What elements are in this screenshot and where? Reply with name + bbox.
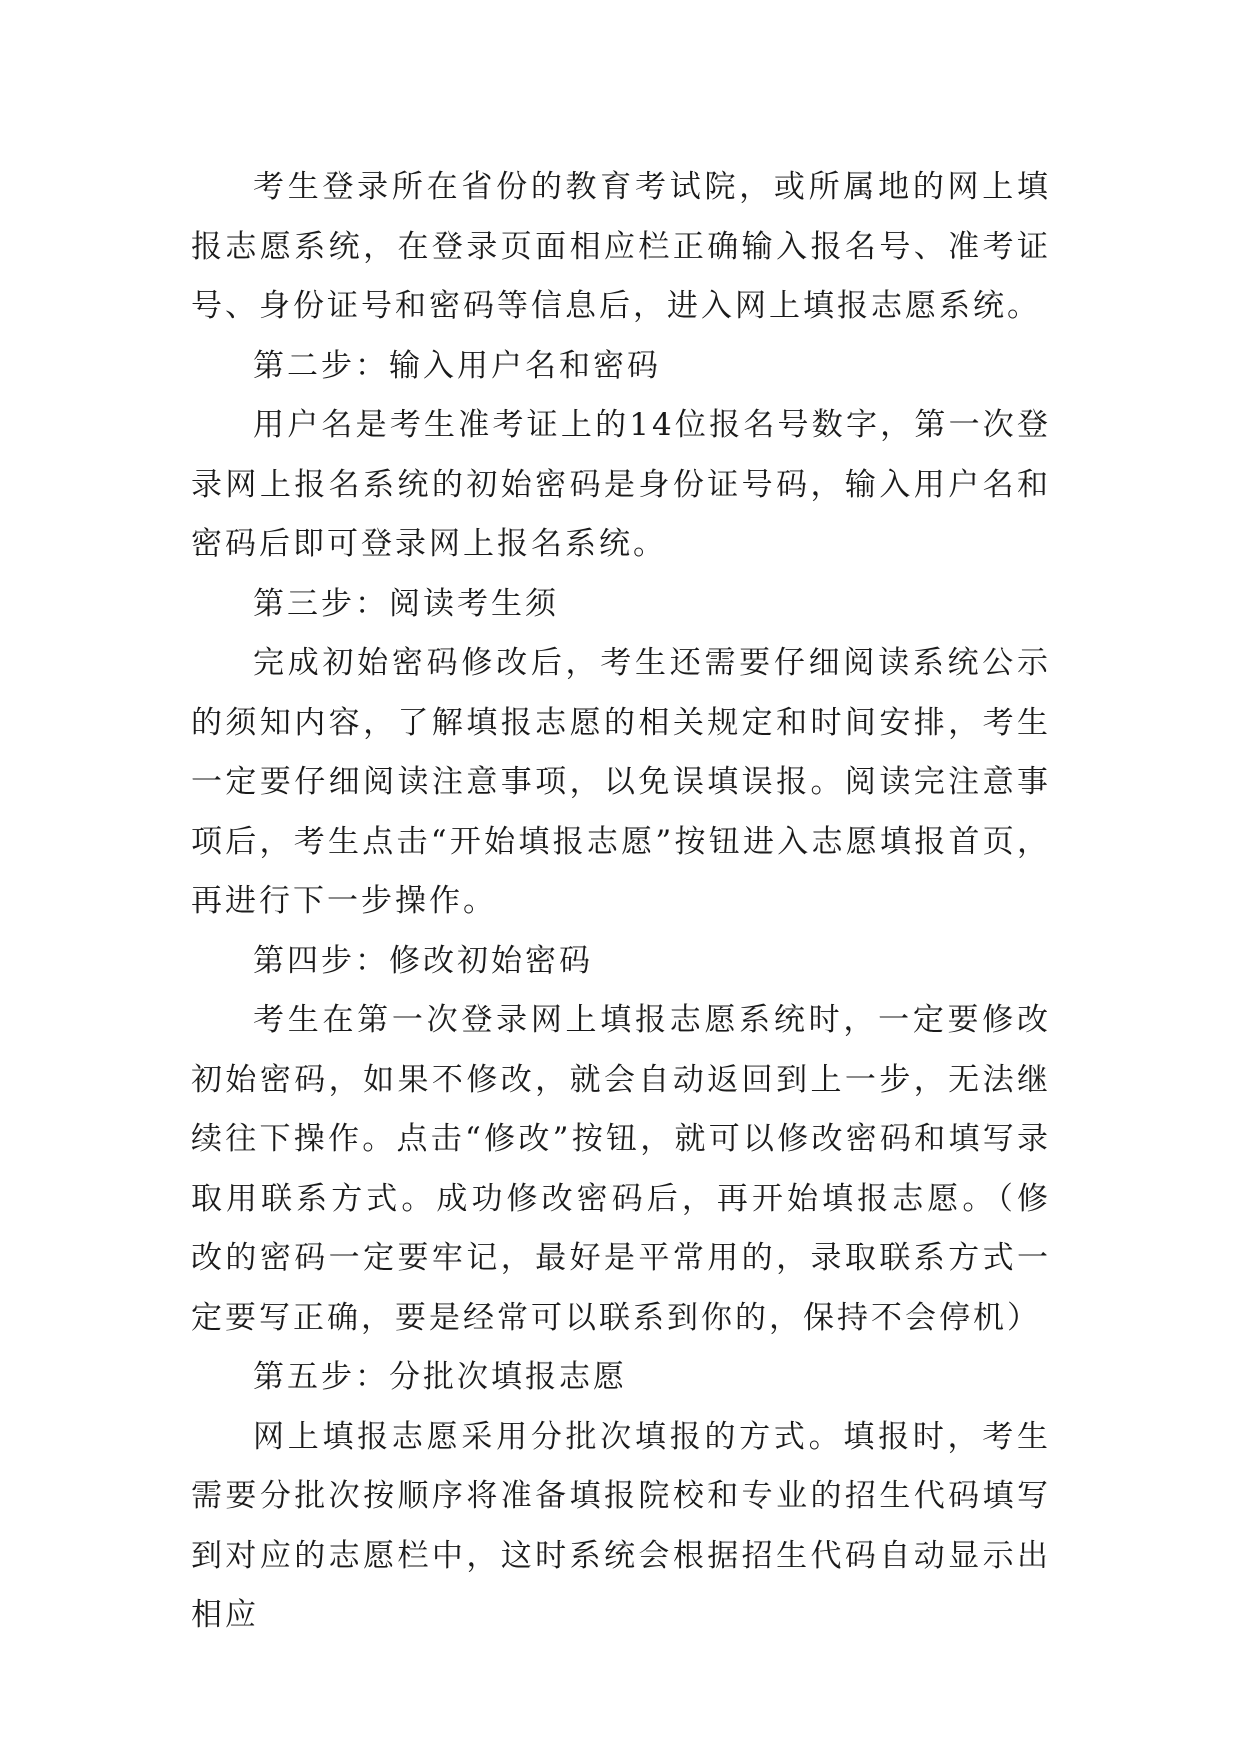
paragraph-read-notice: 完成初始密码修改后，考生还需要仔细阅读系统公示的须知内容，了解填报志愿的相关规定和时间安排，考生一定要仔细阅读注意事项，以免误填误报。阅读完注意事项后，考生点击“开始填报志愿”按钮进入志愿填报首页，再进行下一步操作。 bbox=[191, 645, 1051, 919]
paragraph-username-password: 用户名是考生准考证上的14位报名号数字，第一次登录网上报名系统的初始密码是身份证号码，输入用户名和密码后即可登录网上报名系统。 bbox=[191, 407, 1051, 562]
step-heading-4: 第四步：修改初始密码 bbox=[253, 942, 593, 979]
step-heading-3: 第三步：阅读考生须 bbox=[253, 585, 559, 622]
paragraph-login-intro: 考生登录所在省份的教育考试院，或所属地的网上填报志愿系统，在登录页面相应栏正确输入报名号、准考证号、身份证号和密码等信息后，进入网上填报志愿系统。 bbox=[191, 169, 1051, 324]
paragraph-batch-filling: 网上填报志愿采用分批次填报的方式。填报时，考生需要分批次按顺序将准备填报院校和专业的招生代码填写到对应的志愿栏中，这时系统会根据招生代码自动显示出相应 bbox=[191, 1418, 1051, 1633]
step-heading-2: 第二步：输入用户名和密码 bbox=[253, 347, 661, 384]
document-body bbox=[191, 158, 1051, 1646]
paragraph-change-password: 考生在第一次登录网上填报志愿系统时，一定要修改初始密码，如果不修改，就会自动返回到上一步，无法继续往下操作。点击“修改”按钮，就可以修改密码和填写录取用联系方式。成功修改密码后，再开始填报志愿。（修改的密码一定要牢记，最好是平常用的，录取联系方式一定要写正确，要是经常可以联系到你的，保持不会停机） bbox=[191, 1002, 1051, 1336]
step-heading-5: 第五步：分批次填报志愿 bbox=[253, 1359, 627, 1395]
